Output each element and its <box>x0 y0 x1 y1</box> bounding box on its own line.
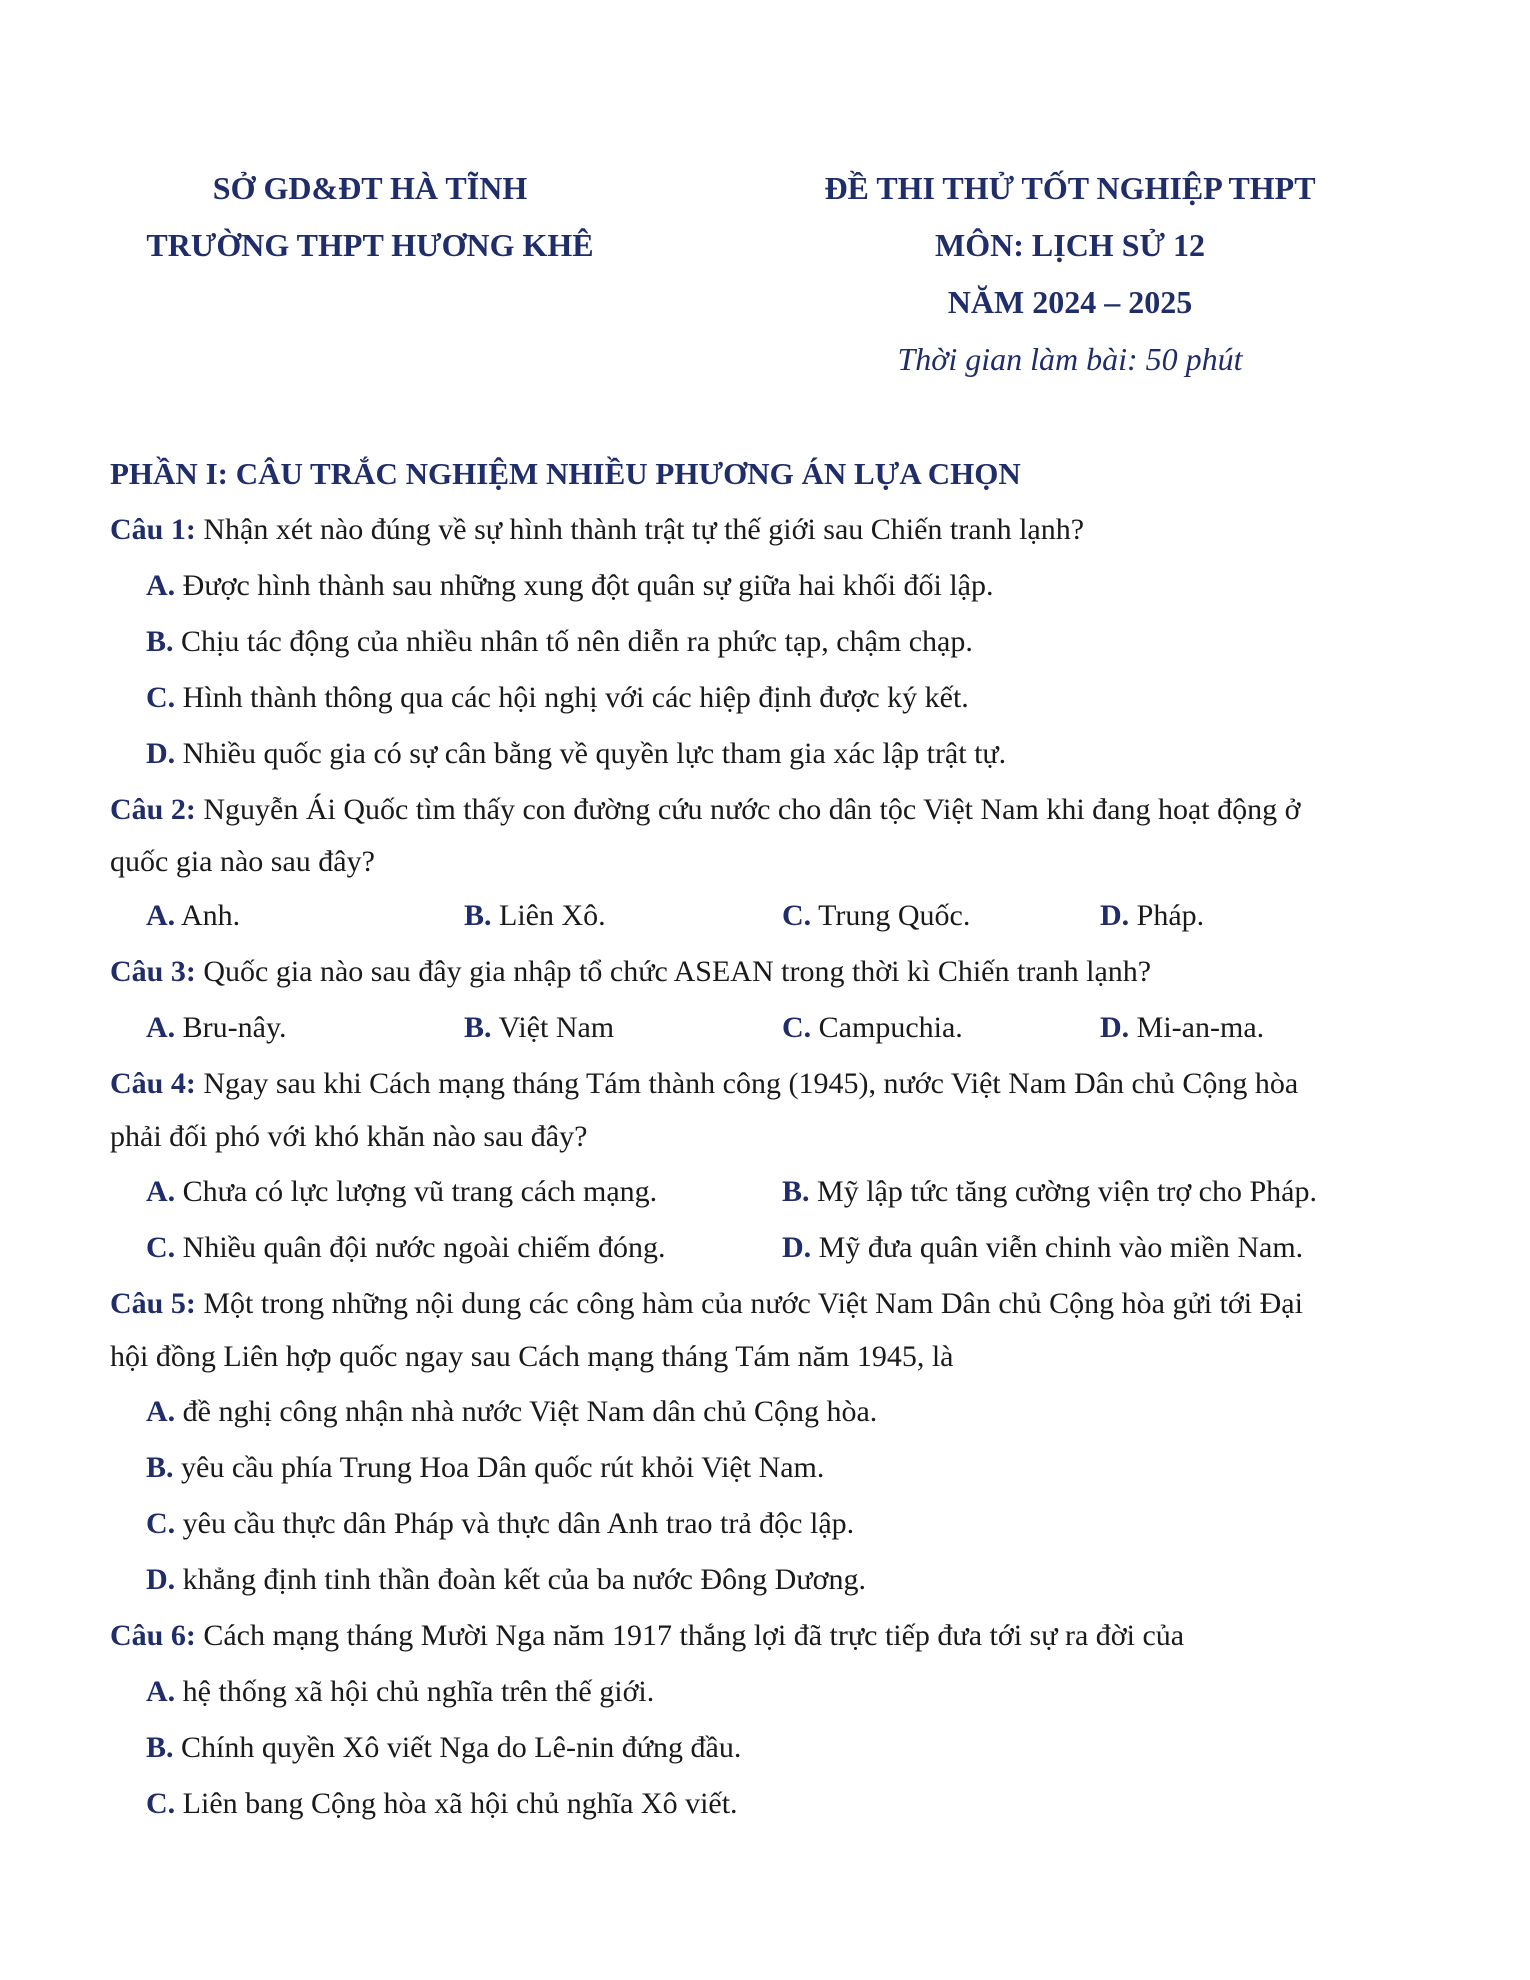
option-key: A. <box>146 1011 176 1044</box>
option-text: Nhiều quân đội nước ngoài chiếm đóng. <box>175 1231 666 1264</box>
option-key: A. <box>146 899 176 932</box>
option-key: A. <box>146 1175 176 1208</box>
option-5a <box>146 1392 1466 1432</box>
option-key: D. <box>1100 1011 1130 1044</box>
option-text: Bru-nây. <box>175 1011 287 1044</box>
option-text: Campuchia. <box>811 1011 963 1044</box>
option-key: C. <box>146 681 176 714</box>
option-key: D. <box>146 1563 176 1596</box>
question-5 <box>110 1284 1430 1324</box>
option-key: C. <box>146 1507 176 1540</box>
option-key: D. <box>1100 899 1130 932</box>
question-label: Câu 1: <box>110 513 196 546</box>
option-1c <box>146 678 1466 718</box>
option-text: hệ thống xã hội chủ nghĩa trên thế giới. <box>175 1675 655 1708</box>
option-text: Trung Quốc. <box>811 899 971 932</box>
option-1d <box>146 734 1466 774</box>
option-1b <box>146 622 1466 662</box>
question-2-continued: quốc gia nào sau đây? <box>110 845 375 878</box>
department-name: SỞ GD&ĐT HÀ TĨNH <box>212 170 528 206</box>
option-key: B. <box>146 1731 174 1764</box>
question-text: Quốc gia nào sau đây gia nhập tổ chức ASEAN trong thời kì Chiến tranh lạnh? <box>195 955 1152 988</box>
option-text: Được hình thành sau những xung đột quân sự giữa hai khối đối lập. <box>175 569 994 602</box>
option-text: Chính quyền Xô viết Nga do Lê-nin đứng đầu. <box>173 1731 742 1764</box>
option-key: C. <box>146 1787 176 1820</box>
question-text: Nhận xét nào đúng về sự hình thành trật tự thế giới sau Chiến tranh lạnh? <box>195 513 1085 546</box>
exam-time: Thời gian làm bài: 50 phút <box>897 341 1243 377</box>
question-2 <box>110 790 1430 830</box>
option-3b <box>464 1008 614 1048</box>
option-key: D. <box>146 737 176 770</box>
question-label: Câu 5: <box>110 1287 196 1320</box>
option-text: Mỹ lập tức tăng cường viện trợ cho Pháp. <box>809 1175 1317 1208</box>
option-text: Chịu tác động của nhiều nhân tố nên diễn ra phức tạp, chậm chạp. <box>173 625 973 658</box>
option-2b <box>464 896 606 936</box>
option-4d <box>782 1228 1303 1268</box>
question-label: Câu 3: <box>110 955 196 988</box>
option-text: đề nghị công nhận nhà nước Việt Nam dân chủ Cộng hòa. <box>175 1395 878 1428</box>
question-text: Một trong những nội dung các công hàm của nước Việt Nam Dân chủ Cộng hòa gửi tới Đại <box>195 1287 1303 1320</box>
option-text: yêu cầu phía Trung Hoa Dân quốc rút khỏi Việt Nam. <box>173 1451 825 1484</box>
option-key: B. <box>782 1175 810 1208</box>
question-label: Câu 4: <box>110 1067 196 1100</box>
school-name: TRƯỜNG THPT HƯƠNG KHÊ <box>146 227 594 263</box>
option-4a <box>146 1172 657 1212</box>
option-text: Chưa có lực lượng vũ trang cách mạng. <box>175 1175 658 1208</box>
option-key: B. <box>146 1451 174 1484</box>
option-2c <box>782 896 970 936</box>
option-2d <box>1100 896 1204 936</box>
option-3d <box>1100 1008 1264 1048</box>
option-5b <box>146 1448 1466 1488</box>
question-5-continued: hội đồng Liên hợp quốc ngay sau Cách mạng tháng Tám năm 1945, là <box>110 1340 954 1373</box>
exam-title: ĐỀ THI THỬ TỐT NGHIỆP THPT <box>824 170 1316 206</box>
option-1a <box>146 566 1466 606</box>
option-3a <box>146 1008 287 1048</box>
question-3 <box>110 952 1430 992</box>
option-text: Việt Nam <box>491 1011 615 1044</box>
option-key: B. <box>464 899 492 932</box>
question-text: Ngay sau khi Cách mạng tháng Tám thành công (1945), nước Việt Nam Dân chủ Cộng hòa <box>195 1067 1299 1100</box>
option-key: A. <box>146 569 176 602</box>
option-key: C. <box>782 1011 812 1044</box>
question-text: Nguyễn Ái Quốc tìm thấy con đường cứu nước cho dân tộc Việt Nam khi đang hoạt động ở <box>195 793 1301 826</box>
option-key: B. <box>464 1011 492 1044</box>
option-text: Liên bang Cộng hòa xã hội chủ nghĩa Xô viết. <box>175 1787 738 1820</box>
question-text: Cách mạng tháng Mười Nga năm 1917 thắng lợi đã trực tiếp đưa tới sự ra đời của <box>195 1619 1185 1652</box>
option-key: A. <box>146 1395 176 1428</box>
option-2a <box>146 896 240 936</box>
option-5c <box>146 1504 1466 1544</box>
question-label: Câu 6: <box>110 1619 196 1652</box>
option-key: D. <box>782 1231 812 1264</box>
option-text: Hình thành thông qua các hội nghị với các hiệp định được ký kết. <box>175 681 969 714</box>
option-key: B. <box>146 625 174 658</box>
option-text: yêu cầu thực dân Pháp và thực dân Anh trao trả độc lập. <box>175 1507 855 1540</box>
option-6c <box>146 1784 1466 1824</box>
option-text: Liên Xô. <box>491 899 606 932</box>
option-6b <box>146 1728 1466 1768</box>
option-text: Nhiều quốc gia có sự cân bằng về quyền lực tham gia xác lập trật tự. <box>175 737 1007 770</box>
option-3c <box>782 1008 963 1048</box>
question-label: Câu 2: <box>110 793 196 826</box>
exam-year: NĂM 2024 – 2025 <box>947 284 1193 320</box>
option-text: Mi-an-ma. <box>1129 1011 1265 1044</box>
option-key: C. <box>146 1231 176 1264</box>
question-4 <box>110 1064 1430 1104</box>
question-1 <box>110 510 1430 550</box>
option-text: Mỹ đưa quân viễn chinh vào miền Nam. <box>811 1231 1304 1264</box>
option-text: khẳng định tinh thần đoàn kết của ba nước Đông Dương. <box>175 1563 866 1596</box>
question-6 <box>110 1616 1430 1656</box>
option-key: A. <box>146 1675 176 1708</box>
option-text: Anh. <box>175 899 241 932</box>
section-title: PHẦN I: CÂU TRẮC NGHIỆM NHIỀU PHƯƠNG ÁN LỰA CHỌN <box>110 456 1021 491</box>
option-4b <box>782 1172 1317 1212</box>
option-text: Pháp. <box>1129 899 1205 932</box>
option-key: C. <box>782 899 812 932</box>
option-4c <box>146 1228 666 1268</box>
question-4-continued: phải đối phó với khó khăn nào sau đây? <box>110 1120 588 1153</box>
option-5d <box>146 1560 1466 1600</box>
exam-subject: MÔN: LỊCH SỬ 12 <box>935 227 1205 263</box>
option-6a <box>146 1672 1466 1712</box>
